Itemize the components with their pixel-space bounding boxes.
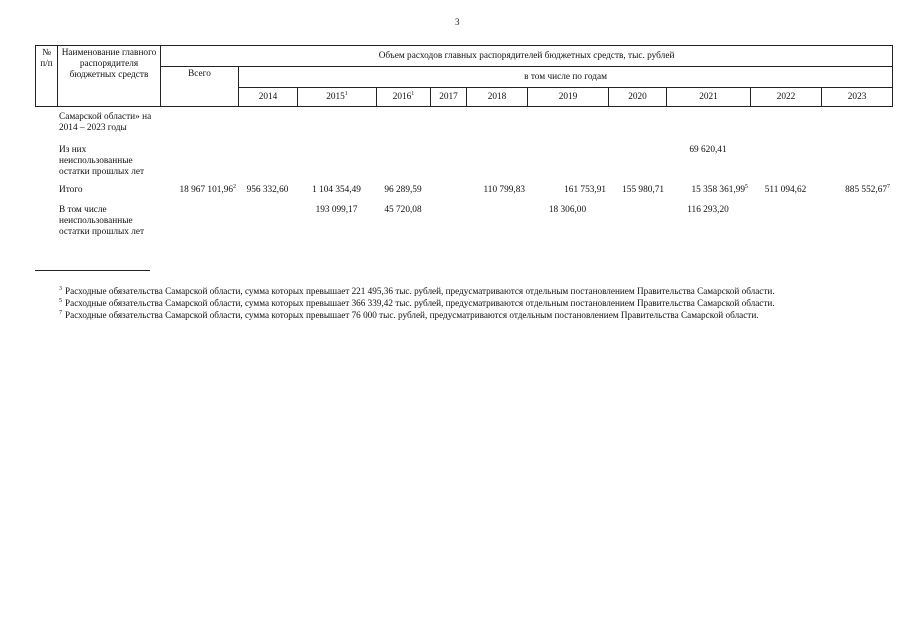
- year-header-2019: 2019: [528, 88, 609, 107]
- year-header-2023: 2023: [822, 88, 893, 107]
- row-total-name: Итого: [59, 185, 83, 195]
- budget-table-body: [35, 112, 892, 245]
- footnote-3: $^3$ Расходные обязательства Самарской области, сумма которых превышает 221 495,36 тыс. рублей, предусматриваются отдельным постановлением Правительства Самарской области.: [59, 285, 775, 296]
- including-2021: 116 293,20: [687, 205, 729, 215]
- total-2022: 511 094,62: [764, 185, 807, 195]
- total-2019: 161 753,91: [564, 185, 606, 195]
- year-header-2018: 2018: [467, 88, 528, 107]
- of-them-2021: 69 620,41: [689, 145, 727, 155]
- total-2014: 956 332,60: [246, 185, 289, 195]
- year-header-2022: 2022: [751, 88, 822, 107]
- row-of-them-name: Из них неиспользованные остатки прошлых лет: [59, 145, 145, 177]
- footnote-separator: [35, 270, 150, 271]
- footnote-5: $^5$ Расходные обязательства Самарской области, сумма которых превышает 366 339,42 тыс. рублей, предусматриваются отдельным постановлением Правительства Самарской области.: [59, 297, 775, 308]
- budget-table-header: [35, 45, 893, 107]
- table-row-total: [35, 185, 892, 205]
- year-header-2015: 2015$^1$: [298, 88, 377, 107]
- total-2018: 110 799,83: [483, 185, 525, 195]
- total-2023: 885 552,67$^7$: [845, 183, 890, 195]
- footnote-7: $^7$ Расходные обязательства Самарской области, сумма которых превышает 76 000 тыс. рублей, предусматриваются отдельным постановлением Правительства Самарской области.: [59, 309, 759, 320]
- page-number: 3: [455, 17, 460, 27]
- year-header-2016: 2016$^1$: [377, 88, 431, 107]
- table-row-including: [35, 205, 892, 245]
- col-number-header: № п/п: [36, 46, 58, 107]
- col-name-header: Наименование главного распорядителя бюджетных средств: [58, 46, 161, 107]
- total-2020: 155 980,71: [622, 185, 664, 195]
- total-2016: 96 289,59: [384, 185, 422, 195]
- col-total-header: Всего: [161, 67, 239, 107]
- table-row-continuation: [35, 112, 892, 145]
- year-header-2017: 2017: [431, 88, 467, 107]
- total-all-years: 18 967 101,96$^2$: [179, 183, 236, 195]
- year-header-2021: 2021: [667, 88, 751, 107]
- year-header-2014: 2014: [239, 88, 298, 107]
- row-continuation-name: Самарской области» на 2014 – 2023 годы: [59, 112, 152, 133]
- total-2015: 1 104 354,49: [312, 185, 361, 195]
- including-2016: 45 720,08: [384, 205, 422, 215]
- col-by-years-header: в том числе по годам: [239, 67, 893, 88]
- total-2021: 15 358 361,99$^5$: [691, 183, 748, 195]
- footnotes: [37, 285, 887, 321]
- including-2019: 18 306,00: [548, 205, 587, 215]
- year-header-2020: 2020: [609, 88, 667, 107]
- total-2017: [430, 185, 466, 205]
- col-volume-header: Объем расходов главных распорядителей бюджетных средств, тыс. рублей: [161, 46, 893, 67]
- including-2015: 193 099,17: [315, 205, 358, 215]
- table-row-of-them: [35, 145, 892, 185]
- row-including-name: В том числе неиспользованные остатки прошлых лет: [59, 205, 145, 237]
